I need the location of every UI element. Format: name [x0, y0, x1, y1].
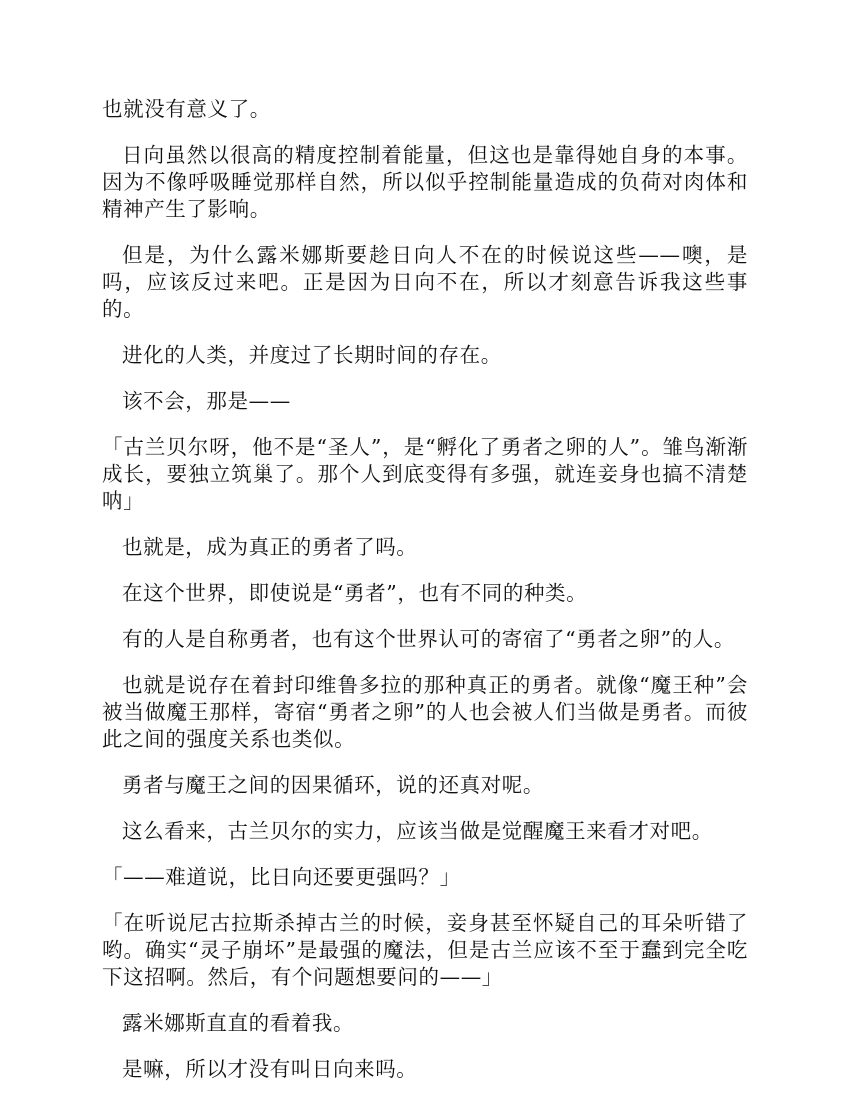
- paragraph-10: 也就是说存在着封印维鲁多拉的那种真正的勇者。就像“魔王种”会被当做魔王那样，寄宿“勇者之卵”的人也会被人们当做是勇者。而彼此之间的强度关系也类似。: [102, 673, 748, 751]
- document-page: [102, 96, 748, 1102]
- paragraph-16: 是嘛，所以才没有叫日向来吗。: [122, 1057, 418, 1081]
- paragraph-8: 在这个世界，即使说是“勇者”，也有不同的种类。: [122, 581, 588, 605]
- dialogue-paragraph-13: 「——难道说，比日向还要更强吗？」: [102, 865, 461, 889]
- dialogue-paragraph-6: 「古兰贝尔呀，他不是“圣人”，是“孵化了勇者之卵的人”。雏鸟渐渐成长，要独立筑巢了。那个人到底变得有多强，就连妾身也搞不清楚呐」: [102, 435, 748, 513]
- paragraph-1: 也就没有意义了。: [102, 97, 271, 121]
- paragraph-5: 该不会，那是——: [122, 389, 291, 413]
- dialogue-paragraph-14: 「在听说尼古拉斯杀掉古兰的时候，妾身甚至怀疑自己的耳朵听错了哟。确实“灵子崩坏”是最强的魔法，但是古兰应该不至于蠢到完全吃下这招啊。然后，有个问题想要问的——」: [102, 911, 748, 989]
- paragraph-3: 但是，为什么露米娜斯要趁日向人不在的时候说这些——噢，是吗，应该反过来吧。正是因为日向不在，所以才刻意告诉我这些事的。: [102, 243, 748, 321]
- paragraph-11: 勇者与魔王之间的因果循环，说的还真对呢。: [122, 773, 544, 797]
- paragraph-2: 日向虽然以很高的精度控制着能量，但这也是靠得她自身的本事。因为不像呼吸睡觉那样自然，所以似乎控制能量造成的负荷对肉体和精神产生了影响。: [102, 143, 748, 221]
- paragraph-4: 进化的人类，并度过了长期时间的存在。: [122, 343, 502, 367]
- paragraph-9: 有的人是自称勇者，也有这个世界认可的寄宿了“勇者之卵”的人。: [122, 627, 735, 651]
- paragraph-12: 这么看来，古兰贝尔的实力，应该当做是觉醒魔王来看才对吧。: [122, 819, 713, 843]
- paragraph-7: 也就是，成为真正的勇者了吗。: [122, 535, 418, 559]
- paragraph-15: 露米娜斯直直的看着我。: [122, 1011, 355, 1035]
